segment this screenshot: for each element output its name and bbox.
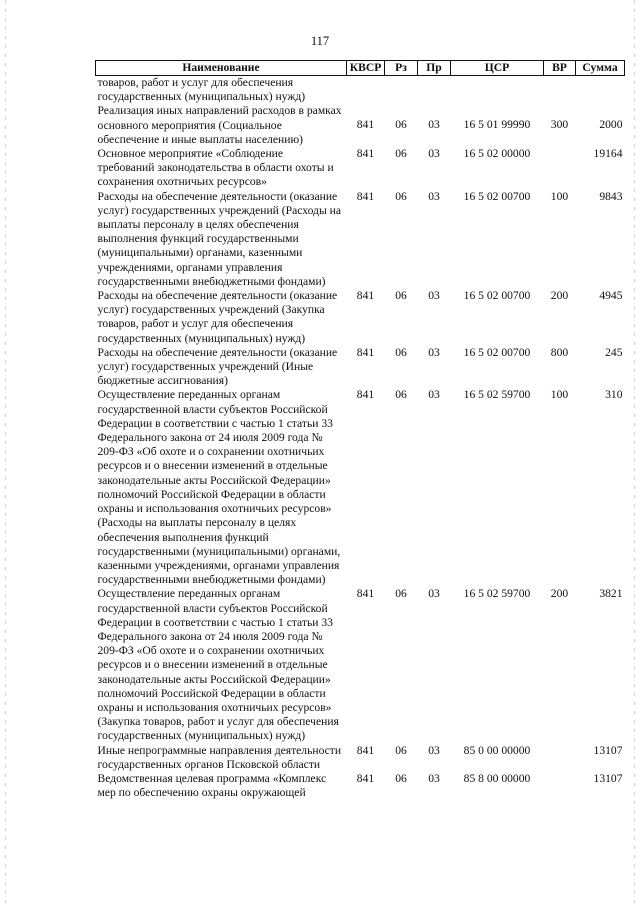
table-body xyxy=(96,76,625,801)
row-sum: 245 xyxy=(605,345,623,359)
row-csr: 16 5 02 00700 xyxy=(463,289,531,303)
scan-edge-right xyxy=(634,0,635,905)
row-vr: 100 xyxy=(550,388,569,402)
row-csr: 85 8 00 00000 xyxy=(463,771,531,785)
row-rz: 06 xyxy=(395,118,407,132)
row-vr: 200 xyxy=(550,587,569,601)
row-vr: 800 xyxy=(550,345,569,359)
row-rz: 06 xyxy=(395,289,407,303)
row-pr: 03 xyxy=(428,189,440,203)
table-row xyxy=(96,346,625,389)
page-number: 117 xyxy=(310,34,330,48)
row-csr: 16 5 01 99990 xyxy=(463,118,531,132)
row-vr xyxy=(544,772,576,800)
row-name: Реализация иных направлений расходов в рамках основного мероприятия (Социальное обеспечение и иные выплаты населению) xyxy=(97,104,342,146)
row-name: товаров, работ и услуг для обеспечения государственных (муниципальных) нужд) xyxy=(97,76,306,104)
row-name: Расходы на обеспечение деятельности (оказание услуг) государственных учреждений (Расходы на выплаты персоналу в целях обеспечения выполнения функций государственными (муниципальными) органами, казенными учреждениями, органами управления государственными внебюджетными фондами) xyxy=(97,189,341,288)
header-vr: ВР xyxy=(544,61,576,76)
row-kvsr: 841 xyxy=(356,743,375,757)
row-rz: 06 xyxy=(395,189,407,203)
row-pr: 03 xyxy=(428,388,440,402)
row-pr: 03 xyxy=(428,289,440,303)
row-pr: 03 xyxy=(428,771,440,785)
row-name: Ведомственная целевая программа «Комплекс мер по обеспечению охраны окружающей xyxy=(97,771,327,800)
row-kvsr: 841 xyxy=(356,771,375,785)
table-row xyxy=(96,587,625,743)
table-row xyxy=(96,190,625,289)
row-pr: 03 xyxy=(428,587,440,601)
row-csr: 16 5 02 00700 xyxy=(463,189,531,203)
row-rz xyxy=(385,76,418,105)
table-row xyxy=(96,744,625,772)
row-sum: 310 xyxy=(605,388,623,402)
row-csr: 16 5 02 59700 xyxy=(463,587,531,601)
header-kvsr: КВСР xyxy=(347,61,385,76)
table-header xyxy=(96,61,625,76)
table-row xyxy=(96,772,625,800)
header-pr: Пр xyxy=(418,61,451,76)
row-pr: 03 xyxy=(428,743,440,757)
row-name: Основное мероприятие «Соблюдение требований законодательства в области охоты и сохранения охотничьих ресурсов» xyxy=(97,147,334,189)
table-row xyxy=(96,76,625,105)
header-name: Наименование xyxy=(96,61,347,76)
table-row xyxy=(96,104,625,147)
row-kvsr: 841 xyxy=(356,118,375,132)
row-csr: 16 5 02 00700 xyxy=(463,345,531,359)
row-rz: 06 xyxy=(395,345,407,359)
row-name: Осуществление переданных органам государственной власти субъектов Российской Федерации в соответствии с частью 1 статьи 33 Федерального закона от 24 июля 2009 года № 209-ФЗ «Об охоте и о сохранении охотничьих ресурсов и о внесении изменений в отдельные законодательные акты Российской Федерации» полномочий Российской Федерации в области охраны и использования охотничьих ресурсов» (Закупка товаров, работ и услуг для обеспечения государственных (муниципальных) нужд) xyxy=(97,587,339,743)
row-rz: 06 xyxy=(395,388,407,402)
header-csr: ЦСР xyxy=(451,61,544,76)
row-csr: 85 0 00 00000 xyxy=(463,743,531,757)
row-name: Осуществление переданных органам государственной власти субъектов Российской Федерации в соответствии с частью 1 статьи 33 Федерального закона от 24 июля 2009 года № 209-ФЗ «Об охоте и о сохранении охотничьих ресурсов и о внесении изменений в отдельные законодательные акты Российской Федерации» полномочий Российской Федерации в области охраны и использования охотничьих ресурсов» (Расходы на выплаты персоналу в целях обеспечения выполнения функций государственными (муниципальными) органами, казенными учреждениями, органами управления государственными внебюджетными фондами) xyxy=(97,388,341,587)
row-sum: 4945 xyxy=(599,289,623,303)
row-rz: 06 xyxy=(395,743,407,757)
row-vr: 200 xyxy=(550,289,569,303)
row-kvsr: 841 xyxy=(356,147,375,161)
row-pr xyxy=(418,76,451,105)
row-kvsr: 841 xyxy=(356,289,375,303)
header-rz: Рз xyxy=(385,61,418,76)
row-csr xyxy=(451,76,544,105)
row-csr: 16 5 02 59700 xyxy=(463,388,531,402)
budget-table xyxy=(95,60,625,800)
row-vr: 100 xyxy=(550,189,569,203)
row-sum: 2000 xyxy=(599,118,623,132)
row-name: Расходы на обеспечение деятельности (оказание услуг) государственных учреждений (Иные бюджетные ассигнования) xyxy=(97,345,338,388)
row-sum: 9843 xyxy=(599,189,623,203)
row-sum xyxy=(576,76,625,105)
table-row xyxy=(96,388,625,587)
header-row xyxy=(96,61,625,76)
row-vr xyxy=(544,76,576,105)
row-pr: 03 xyxy=(428,147,440,161)
scan-edge-left xyxy=(5,0,6,905)
row-rz: 06 xyxy=(395,587,407,601)
row-sum: 13107 xyxy=(593,743,623,757)
row-name: Иные непрограммные направления деятельности государственных органов Псковской области xyxy=(97,743,342,771)
row-name: Расходы на обеспечение деятельности (оказание услуг) государственных учреждений (Закупка товаров, работ и услуг для обеспечения государственных (муниципальных) нужд) xyxy=(97,289,338,345)
row-sum: 13107 xyxy=(593,771,623,785)
row-rz: 06 xyxy=(395,147,407,161)
header-sum: Сумма xyxy=(576,61,625,76)
row-kvsr: 841 xyxy=(356,587,375,601)
row-kvsr xyxy=(347,76,385,105)
row-kvsr: 841 xyxy=(356,388,375,402)
row-pr: 03 xyxy=(428,345,440,359)
row-sum: 19164 xyxy=(593,147,623,161)
row-vr xyxy=(544,744,576,772)
row-pr: 03 xyxy=(428,118,440,132)
row-csr: 16 5 02 00000 xyxy=(463,147,531,161)
row-sum: 3821 xyxy=(599,587,623,601)
row-kvsr: 841 xyxy=(356,345,375,359)
row-vr xyxy=(544,147,576,190)
row-rz: 06 xyxy=(395,771,407,785)
table-row xyxy=(96,289,625,346)
row-vr: 300 xyxy=(550,118,569,132)
row-kvsr: 841 xyxy=(356,189,375,203)
table-row xyxy=(96,147,625,190)
